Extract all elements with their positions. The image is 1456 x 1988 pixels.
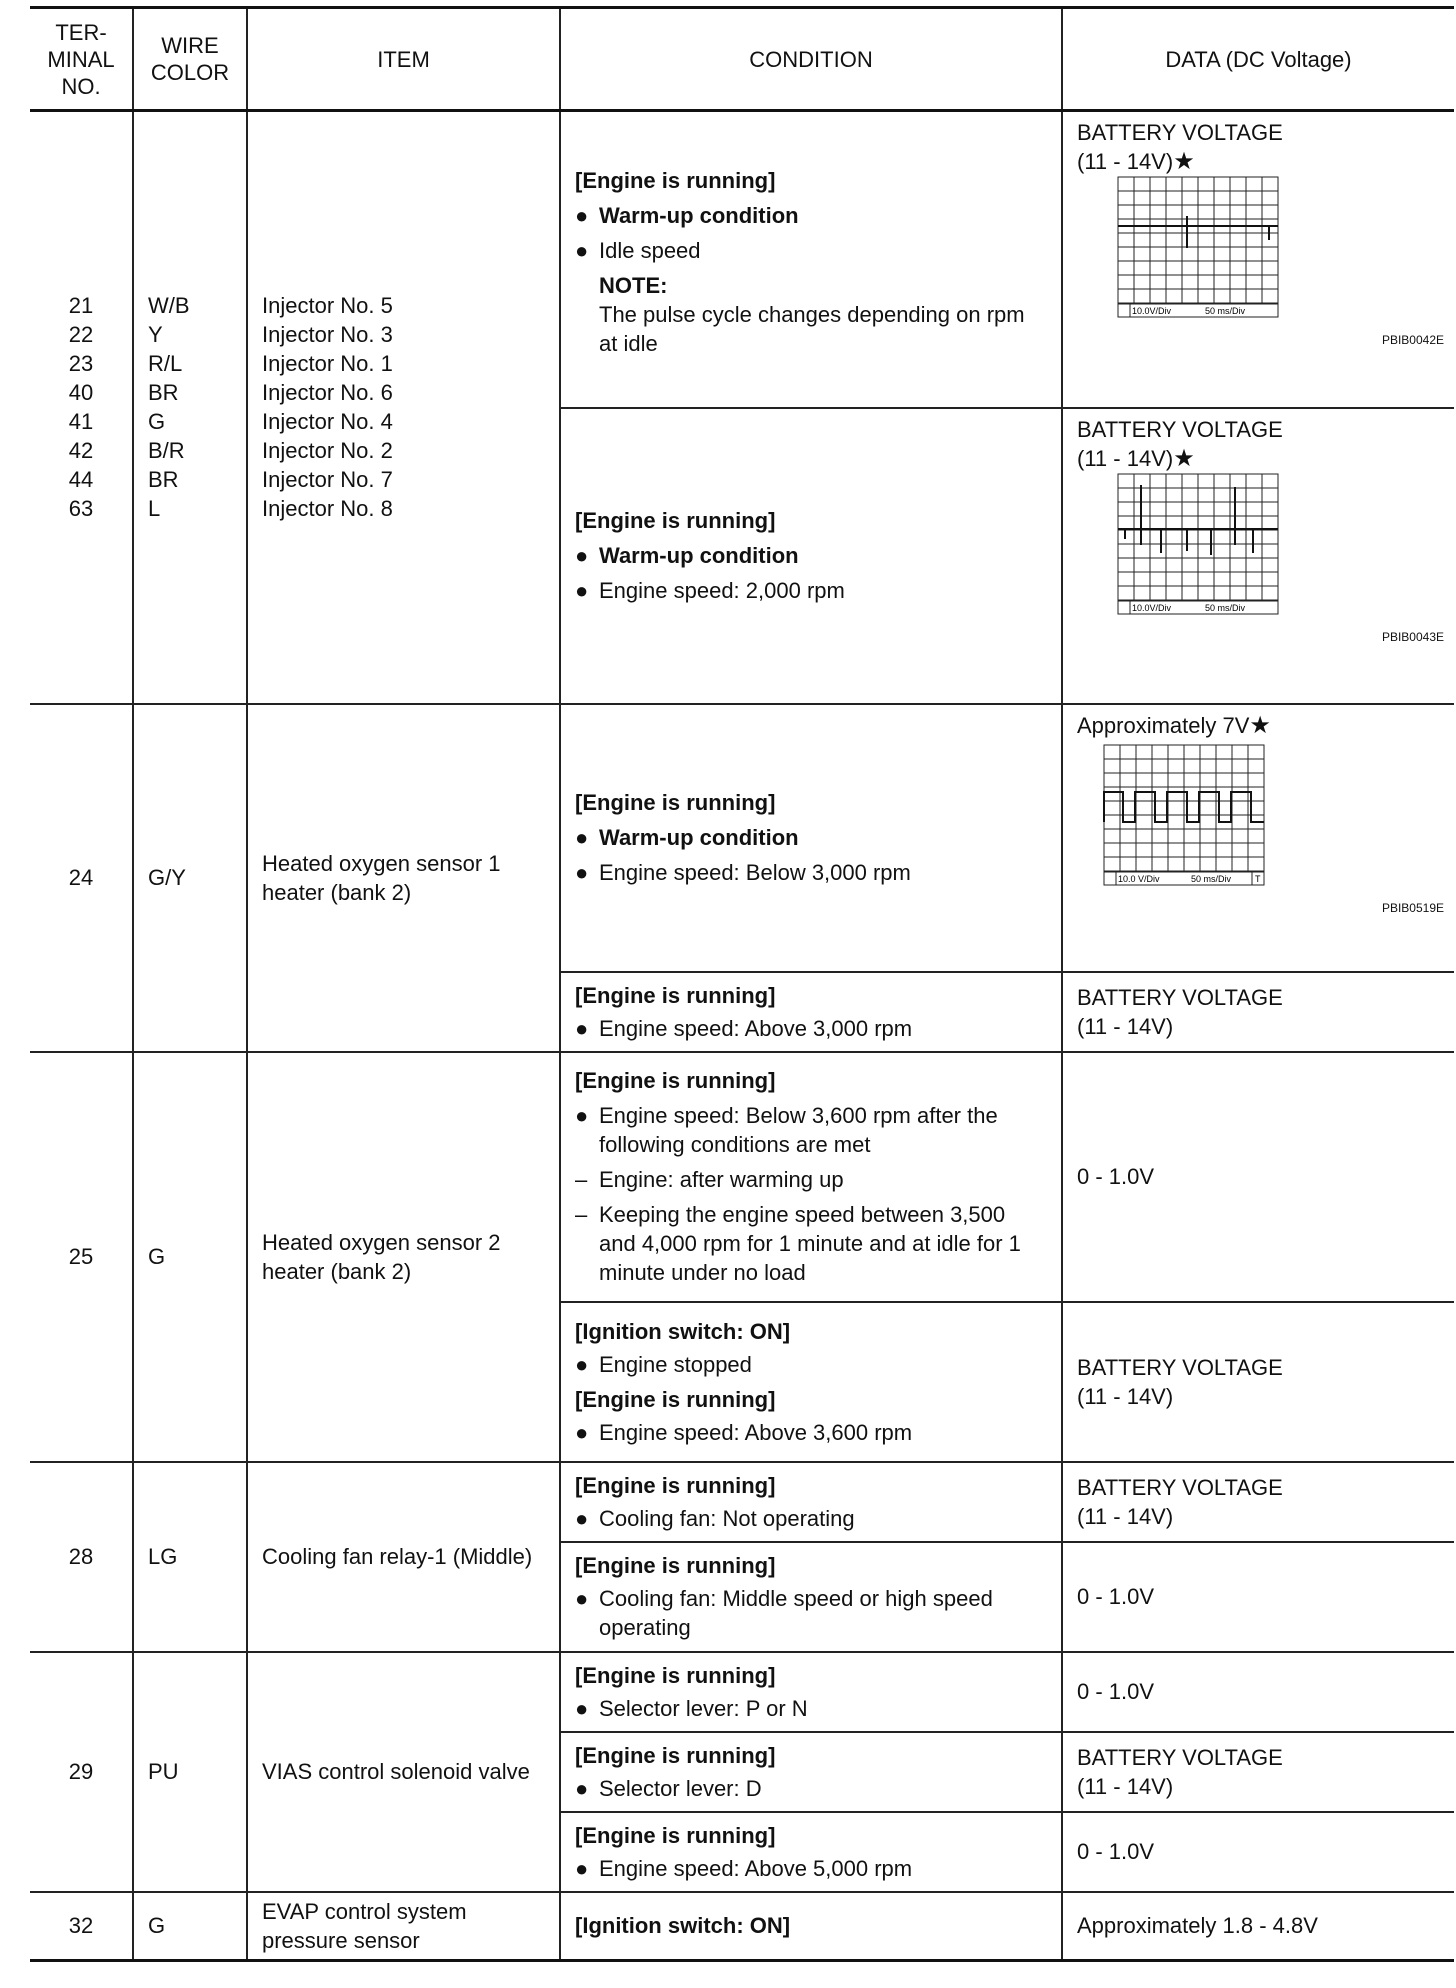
- svg-text:10.0V/Div: 10.0V/Div: [1132, 602, 1172, 613]
- condition-cell: [Engine is running] ● Engine speed: Below 3,600 rpm after the following conditions are met – Engine: after warming up – Keeping the engine speed between 3,500 and 4,000 rpm for 1 minute and at idle for 1 minute under no load: [560, 1052, 1062, 1302]
- header-wire-color: WIRE COLOR: [133, 8, 247, 111]
- condition-cell: [Engine is running] ● Selector lever: P or N: [560, 1652, 1062, 1732]
- header-condition: CONDITION: [560, 8, 1062, 111]
- data-cell: Approximately 7V★ 10.0 V/Div 50 ms/Div T PBIB0519E: [1062, 704, 1454, 972]
- waveform-heater-pulse: [1103, 744, 1273, 892]
- condition-cell: [Engine is running] ● Engine speed: Above 5,000 rpm: [560, 1812, 1062, 1892]
- terminal-cell: 21 22 23 40 41 42 44 63: [30, 111, 133, 704]
- header-row: [30, 8, 1454, 111]
- figure-id: PBIB0519E: [1381, 900, 1444, 915]
- table-row: [30, 1052, 1454, 1302]
- terminal-cell: 32: [30, 1892, 133, 1961]
- scope-grid: [1104, 745, 1264, 885]
- svg-text:10.0V/Div: 10.0V/Div: [1132, 306, 1172, 316]
- item-cell: Heated oxygen sensor 1 heater (bank 2): [247, 704, 560, 1052]
- wire-color-cell: LG: [133, 1462, 247, 1652]
- waveform-idle-pulse: [1117, 176, 1287, 324]
- data-cell: BATTERY VOLTAGE (11 - 14V): [1062, 1462, 1454, 1542]
- wire-color-cell: G: [133, 1052, 247, 1462]
- wire-color-cell: PU: [133, 1652, 247, 1892]
- condition-cell: [Engine is running] ● Selector lever: D: [560, 1732, 1062, 1812]
- wire-color-cell: G: [133, 1892, 247, 1961]
- oscilloscope-waveform: [1077, 744, 1444, 923]
- terminal-data-sheet: [30, 6, 1454, 1962]
- condition-cell: [Engine is running] ● Warm-up condition ● Engine speed: 2,000 rpm: [560, 408, 1062, 704]
- star-icon: ★: [1173, 148, 1195, 175]
- data-cell: BATTERY VOLTAGE (11 - 14V): [1062, 1732, 1454, 1812]
- scope-marker-icon: [1118, 601, 1130, 614]
- oscilloscope-waveform: [1077, 473, 1444, 652]
- terminal-cell: 28: [30, 1462, 133, 1652]
- scope-grid: [1118, 177, 1278, 317]
- wire-color-cell: G/Y: [133, 704, 247, 1052]
- header-terminal: TER- MINAL NO.: [30, 8, 133, 111]
- figure-id: PBIB0043E: [1381, 629, 1444, 644]
- data-cell: BATTERY VOLTAGE (11 - 14V)★ 10.0V/Div 50 ms/Div PBIB0043E: [1062, 408, 1454, 704]
- scope-marker-icon: [1118, 304, 1130, 317]
- data-cell: 0 - 1.0V: [1062, 1052, 1454, 1302]
- condition-cell: [Ignition switch: ON]: [560, 1892, 1062, 1961]
- condition-cell: [Ignition switch: ON] ● Engine stopped [Engine is running] ● Engine speed: Above 3,600 rpm: [560, 1302, 1062, 1462]
- data-cell: BATTERY VOLTAGE (11 - 14V)★ 10.0V/Div 50 ms/Div PBIB0042E: [1062, 111, 1454, 408]
- ecm-terminal-table: [30, 6, 1454, 1962]
- waveform-2000rpm-pulse: [1117, 473, 1287, 621]
- data-cell: 0 - 1.0V: [1062, 1652, 1454, 1732]
- condition-cell: [Engine is running] ● Warm-up condition ● Idle speed NOTE: The pulse cycle changes depending on rpm at idle: [560, 111, 1062, 408]
- table-row: [30, 1892, 1454, 1961]
- item-cell: EVAP control system pressure sensor: [247, 1892, 560, 1961]
- data-cell: 0 - 1.0V: [1062, 1542, 1454, 1652]
- star-icon: ★: [1173, 444, 1195, 472]
- figure-id: PBIB0042E: [1381, 333, 1444, 347]
- condition-cell: [Engine is running] ● Cooling fan: Middle speed or high speed operating: [560, 1542, 1062, 1652]
- table-row: [30, 1652, 1454, 1732]
- svg-text:10.0 V/Div: 10.0 V/Div: [1118, 873, 1160, 884]
- item-cell: Injector No. 5 Injector No. 3 Injector No. 1 Injector No. 6 Injector No. 4 Injector No. 2 Injector No. 7 Injector No. 8: [247, 111, 560, 704]
- data-cell: 0 - 1.0V: [1062, 1812, 1454, 1892]
- table-row: [30, 1462, 1454, 1542]
- scope-marker-icon: [1104, 872, 1116, 885]
- data-cell: BATTERY VOLTAGE (11 - 14V): [1062, 972, 1454, 1052]
- header-data: DATA (DC Voltage): [1062, 8, 1454, 111]
- item-cell: VIAS control solenoid valve: [247, 1652, 560, 1892]
- table-row: [30, 704, 1454, 972]
- terminal-cell: 29: [30, 1652, 133, 1892]
- data-cell: BATTERY VOLTAGE (11 - 14V): [1062, 1302, 1454, 1462]
- oscilloscope-waveform: [1077, 176, 1444, 355]
- data-cell: Approximately 1.8 - 4.8V: [1062, 1892, 1454, 1961]
- svg-text:50 ms/Div: 50 ms/Div: [1191, 873, 1232, 884]
- condition-cell: [Engine is running] ● Cooling fan: Not operating: [560, 1462, 1062, 1542]
- item-cell: Heated oxygen sensor 2 heater (bank 2): [247, 1052, 560, 1462]
- table-row: [30, 111, 1454, 408]
- header-item: ITEM: [247, 8, 560, 111]
- star-icon: ★: [1249, 711, 1271, 739]
- condition-cell: [Engine is running] ● Engine speed: Above 3,000 rpm: [560, 972, 1062, 1052]
- svg-text:50 ms/Div: 50 ms/Div: [1205, 306, 1246, 316]
- terminal-cell: 24: [30, 704, 133, 1052]
- item-cell: Cooling fan relay-1 (Middle): [247, 1462, 560, 1652]
- condition-cell: [Engine is running] ● Warm-up condition ● Engine speed: Below 3,000 rpm: [560, 704, 1062, 972]
- terminal-cell: 25: [30, 1052, 133, 1462]
- svg-text:50 ms/Div: 50 ms/Div: [1205, 602, 1246, 613]
- svg-text:T: T: [1255, 873, 1261, 884]
- wire-color-cell: W/B Y R/L BR G B/R BR L: [133, 111, 247, 704]
